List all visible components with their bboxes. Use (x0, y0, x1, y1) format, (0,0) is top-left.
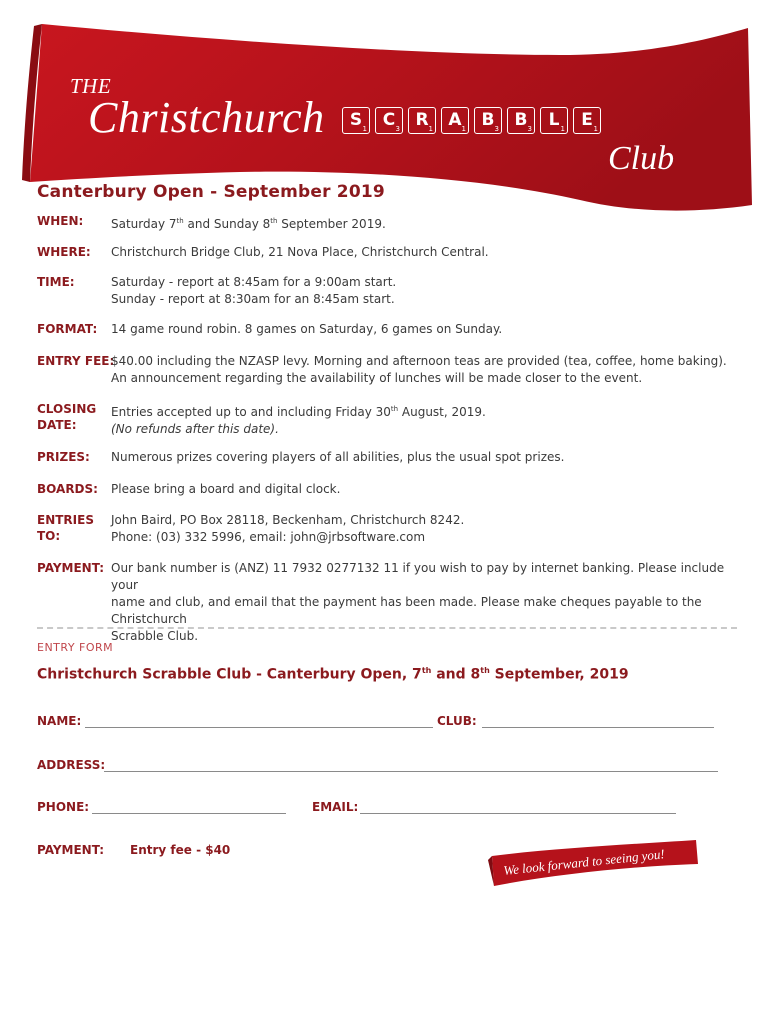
time-line-2: Sunday - report at 8:30am for an 8:45am start. (111, 292, 395, 306)
time-label: TIME: (37, 275, 75, 289)
scrabble-tile (573, 107, 601, 134)
prizes-label: PRIZES: (37, 450, 90, 464)
tile-letter: R (415, 110, 429, 130)
when-sup-2: th (270, 217, 278, 225)
tile-letter: C (382, 110, 396, 130)
when-label: WHEN: (37, 214, 84, 228)
header-club-name: Christchurch (88, 93, 325, 142)
entry-fee-line-1: $40.00 including the NZASP levy. Morning and afternoon teas are provided (tea, coffee, home baking). (111, 354, 727, 368)
entries-label-1: ENTRIES (37, 513, 94, 527)
club-label: CLUB: (437, 714, 477, 728)
payment-line-2: name and club, and email that the payment has been made. Please make cheques payable to the Christchurch (111, 595, 702, 626)
entries-line-1: John Baird, PO Box 28118, Beckenham, Christchurch 8242. (111, 513, 465, 527)
ribbon-text: We look forward to seeing you! (502, 846, 666, 878)
form-title-a: Christchurch Scrabble Club - Canterbury Open, 7 (37, 666, 422, 683)
address-field[interactable] (104, 771, 718, 772)
when-sup-1: th (176, 217, 184, 225)
tile-letter: E (581, 110, 593, 130)
email-label: EMAIL: (312, 800, 359, 814)
entries-to-label (37, 512, 94, 544)
boards-value: Please bring a board and digital clock. (111, 482, 341, 496)
payment-line-1: Our bank number is (ANZ) 11 7932 0277132 11 if you wish to pay by internet banking. Please include your (111, 561, 725, 592)
entry-fee-line-2: An announcement regarding the availability of lunches will be made closer to the event. (111, 371, 643, 385)
form-title-b: and 8 (431, 666, 481, 683)
tile-score: 1 (560, 125, 565, 133)
closing-ribbon (486, 836, 702, 892)
payment-form-label: PAYMENT: (37, 843, 105, 857)
closing-text-b: August, 2019. (398, 405, 486, 419)
tile-score: 3 (494, 125, 499, 133)
name-field[interactable] (85, 727, 433, 728)
page-title: Canterbury Open - September 2019 (37, 182, 385, 202)
closing-date-value (111, 401, 731, 438)
scrabble-tile (540, 107, 568, 134)
closing-label-2: DATE: (37, 418, 77, 432)
entry-fee-value (111, 353, 731, 387)
tile-score: 1 (362, 125, 367, 133)
entries-label-2: TO: (37, 529, 61, 543)
cut-line-divider (37, 627, 737, 629)
format-value: 14 game round robin. 8 games on Saturday, 6 games on Sunday. (111, 322, 503, 336)
scrabble-tile (441, 107, 469, 134)
entry-form-heading: ENTRY FORM (37, 641, 114, 654)
form-title-sup-1: th (421, 666, 432, 675)
format-label: FORMAT: (37, 322, 98, 336)
entry-form-title (37, 666, 629, 683)
tile-score: 1 (461, 125, 466, 133)
scrabble-tile (408, 107, 436, 134)
closing-date-label (37, 401, 96, 433)
tile-score: 1 (428, 125, 433, 133)
prizes-value: Numerous prizes covering players of all abilities, plus the usual spot prizes. (111, 450, 565, 464)
tile-letter: A (448, 110, 462, 130)
tile-score: 1 (593, 125, 598, 133)
header-the: THE (70, 74, 112, 98)
club-field[interactable] (482, 727, 714, 728)
closing-text-a: Entries accepted up to and including Friday 30 (111, 405, 391, 419)
tile-letter: B (481, 110, 495, 130)
closing-line-1 (111, 401, 731, 421)
time-line-1: Saturday - report at 8:45am for a 9:00am start. (111, 275, 397, 289)
time-value (111, 274, 731, 308)
address-label: ADDRESS: (37, 758, 106, 772)
entries-line-2: Phone: (03) 332 5996, email: john@jrbsoftware.com (111, 530, 426, 544)
payment-value (111, 560, 731, 645)
scrabble-tile (474, 107, 502, 134)
closing-label-1: CLOSING (37, 402, 97, 416)
tile-letter: L (548, 110, 560, 130)
payment-label: PAYMENT: (37, 561, 105, 575)
form-title-sup-2: th (480, 666, 490, 675)
closing-sup: th (390, 405, 399, 413)
entries-to-value (111, 512, 731, 546)
when-text-a: Saturday 7 (111, 217, 177, 231)
where-value: Christchurch Bridge Club, 21 Nova Place, Christchurch Central. (111, 245, 489, 259)
phone-field[interactable] (92, 813, 286, 814)
tile-score: 3 (395, 125, 400, 133)
where-label: WHERE: (37, 245, 91, 259)
closing-note: (No refunds after this date). (111, 422, 279, 436)
payment-line-3: Scrabble Club. (111, 629, 199, 643)
name-label: NAME: (37, 714, 82, 728)
tile-score: 3 (527, 125, 532, 133)
tile-letter: S (349, 110, 363, 130)
email-field[interactable] (360, 813, 676, 814)
boards-label: BOARDS: (37, 482, 98, 496)
scrabble-tiles (342, 107, 601, 134)
scrabble-tile (507, 107, 535, 134)
scrabble-tile (375, 107, 403, 134)
entry-fee-text: Entry fee - $40 (130, 843, 231, 857)
when-text-c: September 2019. (277, 217, 386, 231)
phone-label: PHONE: (37, 800, 90, 814)
entry-fee-label: ENTRY FEE: (37, 354, 115, 368)
header-club-word: Club (608, 140, 675, 177)
when-value (111, 213, 731, 233)
tile-letter: B (514, 110, 528, 130)
scrabble-tile (342, 107, 370, 134)
when-text-b: and Sunday 8 (183, 217, 271, 231)
form-title-c: September, 2019 (489, 666, 629, 683)
